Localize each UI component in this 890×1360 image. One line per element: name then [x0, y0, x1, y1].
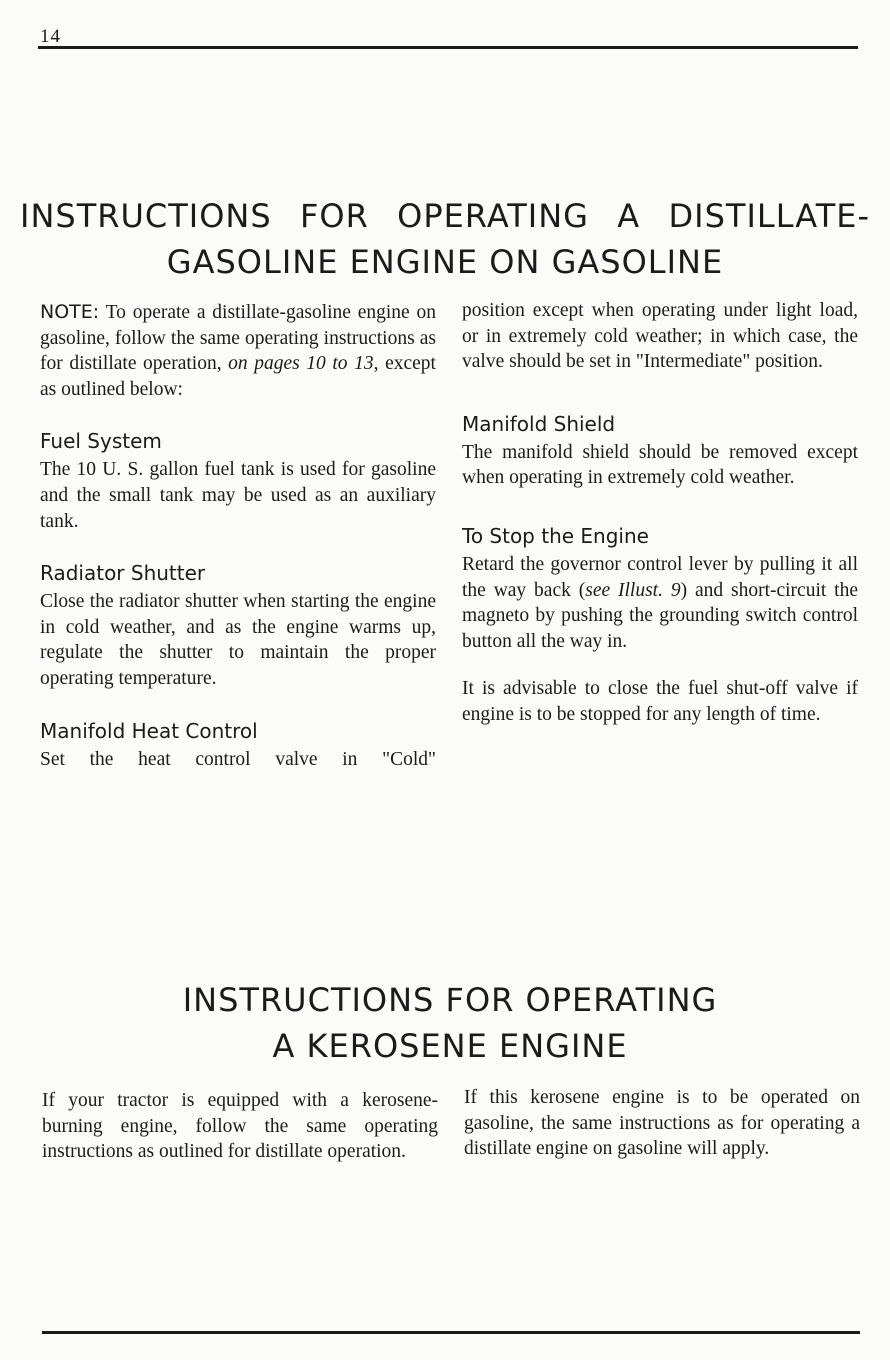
stop-engine-text	[462, 552, 858, 654]
radiator-shutter-text: Close the radiator shutter when starting the engine in cold weather, and as the engine warms up, regulate the shutter to maintain the proper operating temperature.	[40, 591, 436, 689]
manifold-shield-heading: Manifold Shield	[462, 411, 616, 436]
top-rule	[38, 46, 858, 49]
fuel-system-heading: Fuel System	[40, 429, 162, 454]
page-reference: on pages 10 to 13	[228, 353, 374, 375]
column-right	[462, 298, 858, 728]
stop-engine-heading: To Stop the Engine	[462, 523, 649, 548]
note-label: NOTE:	[40, 301, 100, 323]
column-left	[40, 300, 436, 772]
kerosene-column-left	[42, 1088, 438, 1165]
title-line: INSTRUCTIONS FOR OPERATING	[182, 981, 718, 1019]
stop-engine-text-start: Retard the governor control lever by pulling it all the way back (	[462, 553, 858, 601]
title-line: INSTRUCTIONS FOR OPERATING A DISTILLATE-	[20, 197, 870, 235]
fuel-system-text: The 10 U. S. gallon fuel tank is used for gasoline and the small tank may be used as an auxiliary tank.	[40, 459, 436, 532]
note-text: To operate a distillate-gasoline engine on gasoline, follow the same operating instructions as for distillate operation,	[40, 302, 436, 375]
note-paragraph	[40, 300, 436, 402]
kerosene-gasoline-text: If this kerosene engine is to be operated on gasoline, the same instructions as for operating a distillate engine on gasoline will apply.	[464, 1087, 860, 1160]
section-title-kerosene	[120, 977, 780, 1069]
section-title-distillate	[20, 193, 870, 285]
manifold-heat-control-heading: Manifold Heat Control	[40, 718, 258, 743]
manifold-heat-control-text: Set the heat control valve in "Cold"	[40, 748, 436, 770]
title-line: GASOLINE ENGINE ON GASOLINE	[166, 243, 724, 281]
fuel-valve-advice: It is advisable to close the fuel shut-off valve if engine is to be stopped for any length of time.	[462, 678, 858, 725]
illustration-reference: see Illust. 9	[585, 579, 681, 601]
manifold-heat-control-text-cont: position except when operating under light load, or in extremely cold weather; in which case, the valve should be set in "Intermediate" position.	[462, 300, 858, 373]
kerosene-text: If your tractor is equipped with a kerosene-burning engine, follow the same operating instructions as outlined for distillate operation.	[42, 1090, 438, 1163]
stop-engine-text-end: ) and short-circuit the magneto by pushing the grounding switch control button all the way in.	[462, 579, 858, 652]
note-text-end: , except as outlined below:	[40, 353, 436, 400]
title-line: A KEROSENE ENGINE	[272, 1027, 628, 1065]
radiator-shutter-heading: Radiator Shutter	[40, 561, 206, 586]
page-number: 14	[40, 26, 61, 47]
manifold-shield-text: The manifold shield should be removed except when operating in extremely cold weather.	[462, 441, 858, 489]
kerosene-column-right	[464, 1085, 860, 1162]
bottom-rule	[42, 1331, 860, 1334]
